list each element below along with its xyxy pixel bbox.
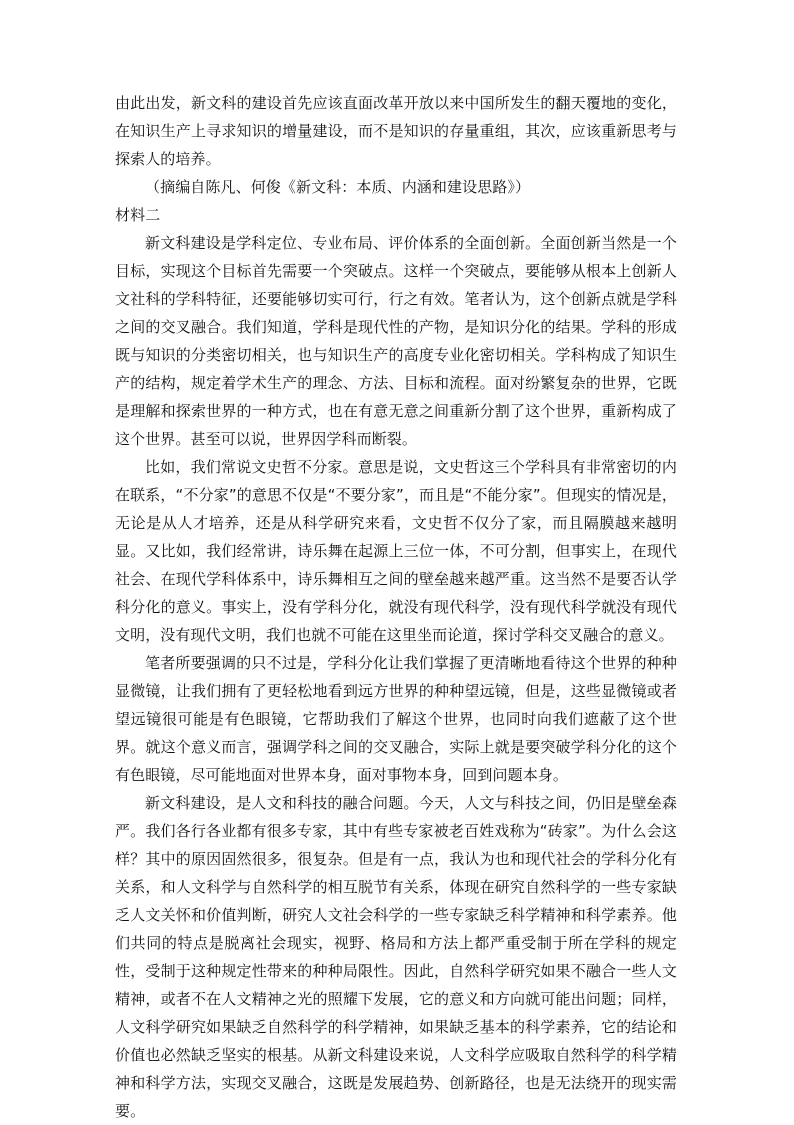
document-body xyxy=(115,89,677,1125)
paragraph-2: 比如，我们常说文史哲不分家。意思是说，文史哲这三个学科具有非常密切的内在联系，“不分家”的意思不仅是“不要分家”，而且是“不能分家”。但现实的情况是，无论是从人才培养，还是从科学研究来看，文史哲不仅分了家，而且隔膜越来越明显。又比如，我们经常讲，诗乐舞在起源上三位一体，不可分割，但事实上，在现代社会、在现代学科体系中，诗乐舞相互之间的壁垒越来越严重。这当然不是要否认学科分化的意义。事实上，没有学科分化，就没有现代科学，没有现代科学就没有现代文明，没有现代文明，我们也就不可能在这里坐而论道，探讨学科交叉融合的意义。 xyxy=(115,458,677,644)
paragraph-4: 新文科建设，是人文和科技的融合问题。今天，人文与科技之间，仍旧是壁垒森严。我们各行各业都有很多专家，其中有些专家被老百姓戏称为“砖家”。为什么会这样？其中的原因固然很多，很复杂。但是有一点，我认为也和现代社会的学科分化有关系，和人文科学与自然科学的相互脱节有关系，体现在研究自然科学的一些专家缺乏人文关怀和价值判断，研究人文社会科学的一些专家缺乏科学精神和科学素养。他们共同的特点是脱离社会现实，视野、格局和方法上都严重受制于所在学科的规定性，受制于这种规定性带来的种种局限性。因此，自然科学研究如果不融合一些人文精神，或者不在人文精神之光的照耀下发展，它的意义和方向就可能出问题；同样，人文科学研究如果缺乏自然科学的科学精神，如果缺乏基本的科学素养，它的结论和价值也必然缺乏坚实的根基。从新文科建设来说，人文科学应吸取自然科学的科学精神和科学方法，实现交叉融合，这既是发展趋势、创新路径，也是无法绕开的现实需要。 xyxy=(115,794,677,1120)
paragraph-intro: 由此出发，新文科的建设首先应该直面改革开放以来中国所发生的翻天覆地的变化，在知识生产上寻求知识的增量建设，而不是知识的存量重组，其次，应该重新思考与探索人的培养。 xyxy=(115,94,677,168)
paragraph-3: 笔者所要强调的只不过是，学科分化让我们掌握了更清晰地看待这个世界的种种显微镜，让我们拥有了更轻松地看到远方世界的种种望远镜，但是，这些显微镜或者望远镜很可能是有色眼镜，它帮助我们了解这个世界，也同时向我们遮蔽了这个世界。就这个意义而言，强调学科之间的交叉融合，实际上就是要突破学科分化的这个有色眼镜，尽可能地面对世界本身，面对事物本身，回到问题本身。 xyxy=(115,654,677,784)
paragraph-1: 新文科建设是学科定位、专业布局、评价体系的全面创新。全面创新当然是一个目标，实现这个目标首先需要一个突破点。这样一个突破点，要能够从根本上创新人文社科的学科特征，还要能够切实可行，行之有效。笔者认为，这个创新点就是学科之间的交叉融合。我们知道，学科是现代性的产物，是知识分化的结果。学科的形成既与知识的分类密切相关，也与知识生产的高度专业化密切相关。学科构成了知识生产的结构，规定着学术生产的理念、方法、目标和流程。面对纷繁复杂的世界，它既是理解和探索世界的一种方式，也在有意无意之间重新分割了这个世界，重新构成了这个世界。甚至可以说，世界因学科而断裂。 xyxy=(115,234,677,448)
source-citation: （摘编自陈凡、何俊《新文科：本质、内涵和建设思路》） xyxy=(145,178,531,196)
section-heading-material-two: 材料二 xyxy=(115,206,161,224)
